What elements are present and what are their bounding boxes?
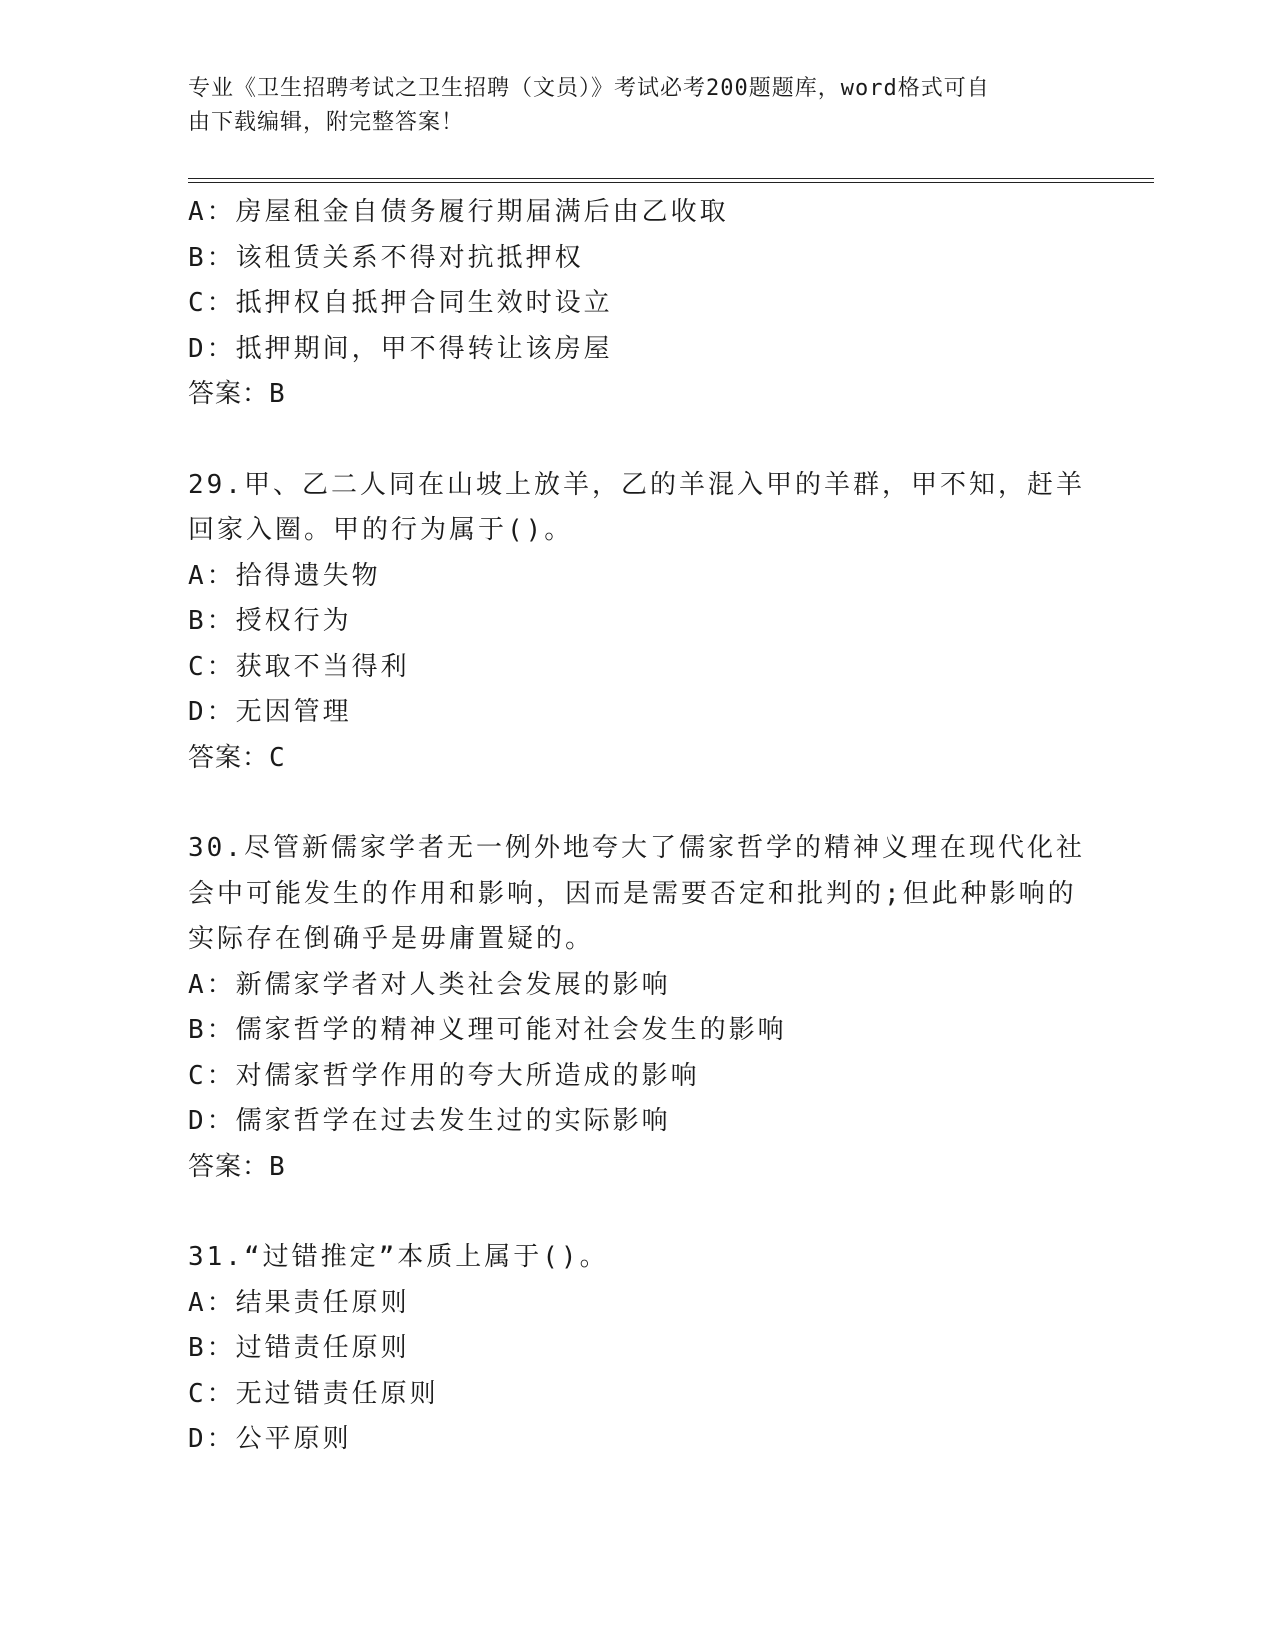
answer-label: 答案： <box>188 742 270 773</box>
header-line-1: 专业《卫生招聘考试之卫生招聘（文员）》考试必考200题题库，word格式可自 <box>188 76 990 101</box>
question-stem <box>188 1235 1088 1281</box>
option-d: D：公平原则 <box>188 1424 352 1454</box>
option-a: A：房屋租金自债务履行期届满后由乙收取 <box>188 197 729 227</box>
stem-line: 回家入圈。甲的行为属于()。 <box>188 515 574 545</box>
question-29 <box>188 463 1088 782</box>
stem-line: 31.“过错推定”本质上属于()。 <box>188 1242 609 1272</box>
question-31 <box>188 1235 1088 1463</box>
option-d: D：无因管理 <box>188 697 352 727</box>
option-a: A：新儒家学者对人类社会发展的影响 <box>188 969 671 1000</box>
option-c: C：获取不当得利 <box>188 651 410 682</box>
stem-line: 30.尽管新儒家学者无一例外地夸大了儒家哲学的精神义理在现代化社 <box>188 833 1085 863</box>
option-c: C：无过错责任原则 <box>188 1378 439 1409</box>
answer-label: 答案： <box>188 379 270 409</box>
answer-line <box>188 736 1088 782</box>
answer-value: B <box>269 379 286 409</box>
option-c: C：对儒家哲学作用的夸大所造成的影响 <box>188 1060 700 1091</box>
answer-value: C <box>269 742 286 773</box>
stem-line: 29.甲、乙二人同在山坡上放羊，乙的羊混入甲的羊群，甲不知，赶羊 <box>188 469 1085 500</box>
option-b: B：儒家哲学的精神义理可能对社会发生的影响 <box>188 1015 787 1045</box>
option-b: B：授权行为 <box>188 606 352 636</box>
answer-line <box>188 372 1088 418</box>
option-b: B：该租赁关系不得对抗抵押权 <box>188 242 584 273</box>
option-b: B：过错责任原则 <box>188 1333 410 1363</box>
question-stem <box>188 463 1088 554</box>
stem-line: 会中可能发生的作用和影响，因而是需要否定和批判的;但此种影响的 <box>188 878 1077 909</box>
header-double-rule <box>188 178 1154 183</box>
header-line-2: 由下载编辑，附完整答案！ <box>188 110 465 135</box>
answer-label: 答案： <box>188 1151 270 1182</box>
question-list <box>188 190 1088 1463</box>
answer-value: B <box>269 1151 286 1182</box>
option-c: C：抵押权自抵押合同生效时设立 <box>188 288 613 318</box>
option-a: A：结果责任原则 <box>188 1287 410 1318</box>
answer-line <box>188 1145 1088 1191</box>
question-28-tail <box>188 190 1088 418</box>
option-d: D：抵押期间，甲不得转让该房屋 <box>188 333 613 364</box>
question-30 <box>188 826 1088 1190</box>
option-d: D：儒家哲学在过去发生过的实际影响 <box>188 1106 671 1136</box>
option-a: A：拾得遗失物 <box>188 560 381 591</box>
question-stem <box>188 826 1088 963</box>
document-header <box>188 72 1068 140</box>
stem-line: 实际存在倒确乎是毋庸置疑的。 <box>188 924 595 954</box>
